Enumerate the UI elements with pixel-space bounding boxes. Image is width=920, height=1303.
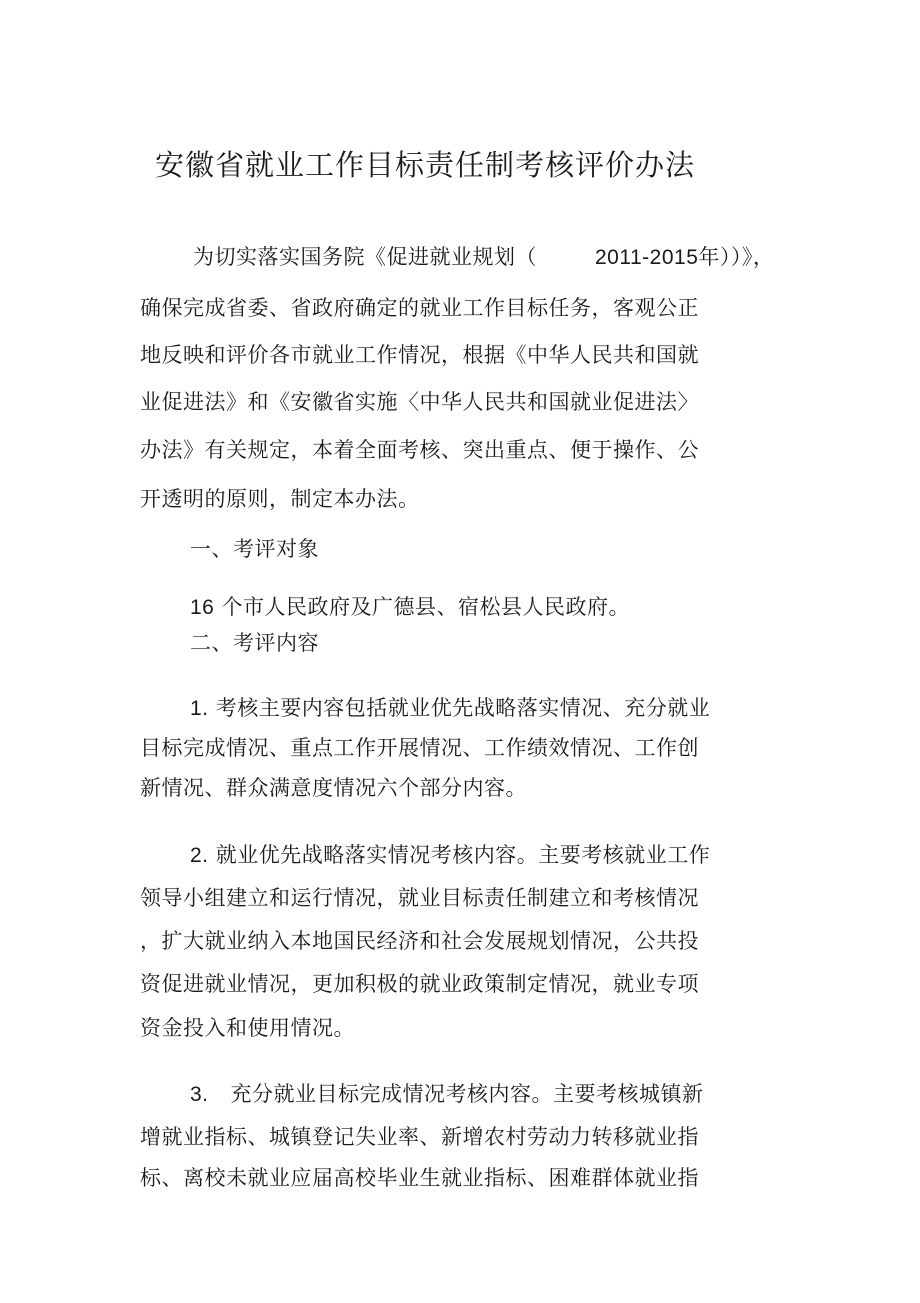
item-2-line-5: 资金投入和使用情况。 <box>140 1016 355 1040</box>
item-1-line-3: 新情况、群众满意度情况六个部分内容。 <box>140 776 527 800</box>
item-1-line-2: 目标完成情况、重点工作开展情况、工作绩效情况、工作创 <box>140 736 699 760</box>
section-1-heading: 一、考评对象 <box>190 537 319 561</box>
item-3-line-2: 增就业指标、城镇登记失业率、新增农村劳动力转移就业指 <box>140 1125 699 1149</box>
item-3-text: 充分就业目标完成情况考核内容。主要考核城镇新 <box>230 1082 704 1106</box>
intro-line-1-text: 为切实落实国务院《促进就业规划（ <box>193 245 537 269</box>
section-1-body <box>190 592 630 623</box>
item-2-line-3: ，扩大就业纳入本地国民经济和社会发展规划情况，公共投 <box>140 929 699 953</box>
item-1-line-1 <box>190 693 710 724</box>
item-2-text: 就业优先战略落实情况考核内容。主要考核就业工作 <box>215 843 711 867</box>
intro-line-6: 开透明的原则，制定本办法。 <box>140 487 420 511</box>
item-1-number: 1. <box>190 697 209 720</box>
item-1-text: 考核主要内容包括就业优先战略落实情况、充分就业 <box>215 696 711 720</box>
item-2-number: 2. <box>190 844 209 867</box>
item-3-line-1 <box>190 1079 704 1110</box>
intro-line-3: 地反映和评价各市就业工作情况，根据《中华人民共和国就 <box>140 343 699 367</box>
intro-line-4: 业促进法》和《安徽省实施〈中华人民共和国就业促进法〉 <box>140 390 699 414</box>
intro-line-1 <box>193 242 774 273</box>
item-2-line-2: 领导小组建立和运行情况，就业目标责任制建立和考核情况 <box>140 886 699 910</box>
intro-line-5: 办法》有关规定，本着全面考核、突出重点、便于操作、公 <box>140 438 699 462</box>
intro-line-1-end: 年））》， <box>698 245 775 269</box>
item-2-line-1 <box>190 840 710 871</box>
section-1-count: 16 <box>190 596 215 619</box>
section-1-text: 个市人民政府及广德县、宿松县人民政府。 <box>221 595 631 619</box>
section-2-heading: 二、考评内容 <box>190 631 319 655</box>
item-3-line-3: 标、离校未就业应届高校毕业生就业指标、困难群体就业指 <box>140 1166 699 1190</box>
item-2-line-4: 资促进就业情况，更加积极的就业政策制定情况，就业专项 <box>140 972 699 996</box>
intro-line-2: 确保完成省委、省政府确定的就业工作目标任务，客观公正 <box>140 296 699 320</box>
intro-years: 2011-2015 <box>595 246 699 269</box>
document-title: 安徽省就业工作目标责任制考核评价办法 <box>155 148 696 182</box>
item-3-number: 3. <box>190 1083 209 1106</box>
